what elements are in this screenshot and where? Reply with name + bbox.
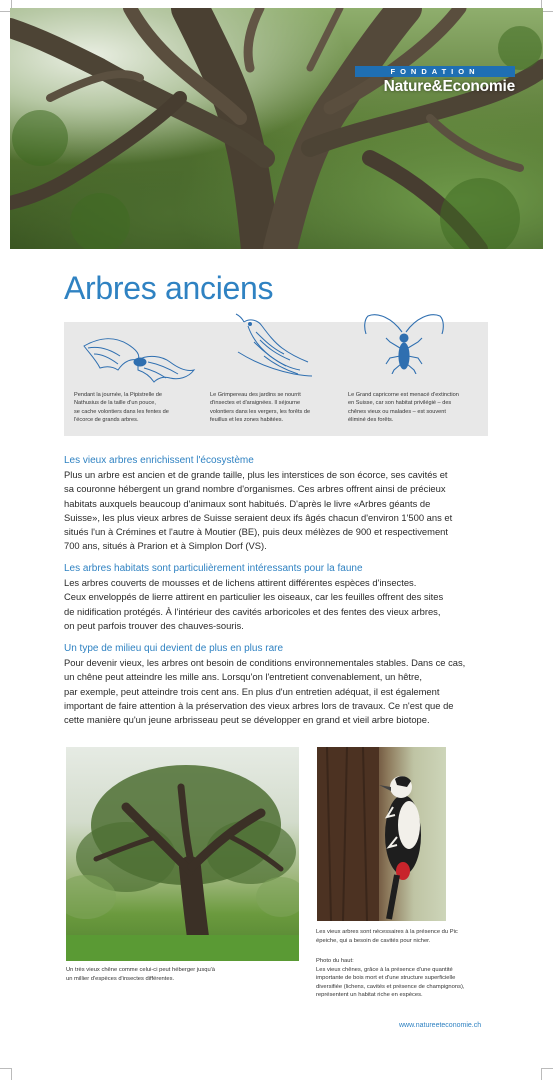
text-line: situés l'un à Crémines et l'autre à Moutier (BE), puis deux mélèzes de 900 et respectivement: [64, 526, 448, 538]
species-caption: [210, 391, 310, 425]
caption-line: en Suisse, car son habitat privilégié – des: [348, 400, 452, 407]
caption-line: Les vieux arbres sont nécessaires à la présence du Pic: [316, 929, 458, 935]
caption-line: Le Grand capricorne est menacé d'extinction: [348, 392, 459, 398]
caption-line: feuillus et les zones habitées.: [210, 417, 284, 424]
species-longhorn-beetle: [346, 322, 488, 436]
logo-top-text: FONDATION: [355, 66, 515, 77]
section-text-ecosystem: [64, 468, 500, 554]
text-line: par exemple, peut atteindre trois cent ans. En plus d'un entretien adéquat, il est également: [64, 685, 440, 697]
text-line: Les arbres couverts de mousses et de lichens attirent différentes espèces d'insectes.: [64, 577, 417, 588]
section-text-fauna: [64, 576, 500, 633]
oak-branches-illustration: [10, 8, 543, 249]
caption-line: diversifiée (lichens, cavités et présence de champignons),: [316, 983, 465, 990]
caption-line: Nathusius de la taille d'un pouce,: [74, 400, 156, 407]
text-line: important de faire attention à la préservation des vieux arbres lors de travaux. Ce n'est que de: [64, 699, 454, 711]
photo-old-oak: [66, 747, 299, 961]
treecreeper-bird-icon: [234, 312, 314, 378]
oak-photo-caption: [66, 966, 215, 983]
fondation-logo: [355, 66, 515, 96]
species-caption: [74, 391, 169, 425]
old-oak-illustration: [66, 747, 299, 961]
text-line: de nidification protégés. À l'intérieur des cavités arboricoles et des fentes des vieux arbres,: [64, 605, 441, 617]
species-bat: [64, 322, 204, 436]
caption-line: Les vieux chênes, grâce à la présence d'une quantité: [316, 966, 453, 973]
section-text-rare-habitat: [64, 656, 500, 727]
caption-line: Le Grimpereau des jardins se nourrit: [210, 392, 301, 398]
caption-line: éliminé des forêts.: [348, 417, 394, 424]
top-photo-caption: [316, 957, 465, 1000]
caption-line: chênes vieux ou malades – est souvent: [348, 408, 446, 415]
text-line: Plus un arbre est ancien et de grande taille, plus les interstices de son écorce, ses cavités et: [64, 469, 448, 480]
caption-line: d'insectes et d'araignées. Il séjourne: [210, 400, 301, 407]
caption-line: épeiche, qui a besoin de cavités pour nicher.: [316, 937, 431, 944]
text-line: Pour devenir vieux, les arbres ont besoin de conditions environnementales stables. Dans ce cas,: [64, 657, 466, 668]
species-panel: [64, 322, 488, 436]
page-title: Arbres anciens: [64, 270, 274, 306]
caption-line: se cache volontiers dans les fentes de: [74, 408, 169, 415]
caption-line: importante de bois mort et d'une structure superficielle: [316, 975, 456, 982]
bat-icon: [78, 326, 198, 384]
caption-line: Photo du haut:: [316, 958, 354, 964]
text-line: un chêne peut atteindre les mille ans. Lorsqu'on l'entretient convenablement, un hêtre,: [64, 671, 422, 683]
caption-line: représentent un habitat riche en espèces.: [316, 992, 423, 999]
species-treecreeper: [204, 322, 346, 436]
caption-line: volontiers dans les vergers, les forêts de: [210, 408, 311, 415]
woodpecker-illustration: [317, 747, 446, 921]
section-heading-fauna: Les arbres habitats sont particulièrement intéressants pour la faune: [64, 563, 363, 574]
text-line: sa couronne hébergent un grand nombre d'organismes. Ces arbres offrent ainsi de précieux: [64, 483, 446, 495]
crop-mark: [0, 1068, 12, 1080]
text-line: on peut parfois trouver des chauves-souris.: [64, 619, 244, 631]
species-caption: [348, 391, 459, 425]
woodpecker-photo-caption: [316, 928, 458, 945]
crop-mark: [541, 1068, 553, 1080]
text-line: habitats auxquels beaucoup d'animaux sont habitués. D'après le livre «Arbres géants de: [64, 497, 431, 509]
photo-great-spotted-woodpecker: [317, 747, 446, 921]
website-link[interactable]: www.natureeteconomie.ch: [399, 1022, 482, 1029]
logo-bottom-text: Nature&Economie: [383, 78, 515, 95]
caption-line: Pendant la journée, la Pipistrelle de: [74, 392, 163, 398]
caption-line: un millier d'espèces d'insectes différentes.: [66, 975, 175, 982]
text-line: 700 ans, situés à Prarion et à Simplon Dorf (VS).: [64, 540, 267, 552]
text-line: Suisse», les plus vieux arbres de Suisse seraient deux ifs âgés chacun d'environ 1'500 ans et: [64, 511, 453, 523]
caption-line: Un très vieux chêne comme celui-ci peut héberger jusqu'à: [66, 967, 216, 973]
text-line: cette manière qu'un jeune arbrisseau peut se développer en grand et vieil arbre biotope.: [64, 714, 430, 726]
text-line: Ceux enveloppés de lierre attirent en particulier les oiseaux, car les feuilles offrent des sites: [64, 591, 444, 603]
caption-line: l'écorce de grands arbres.: [74, 417, 139, 424]
hero-photo-oak-canopy: [10, 8, 543, 249]
longhorn-beetle-icon: [362, 308, 446, 374]
section-heading-rare-habitat: Un type de milieu qui devient de plus en plus rare: [64, 643, 284, 654]
section-heading-ecosystem: Les vieux arbres enrichissent l'écosystème: [64, 455, 254, 466]
